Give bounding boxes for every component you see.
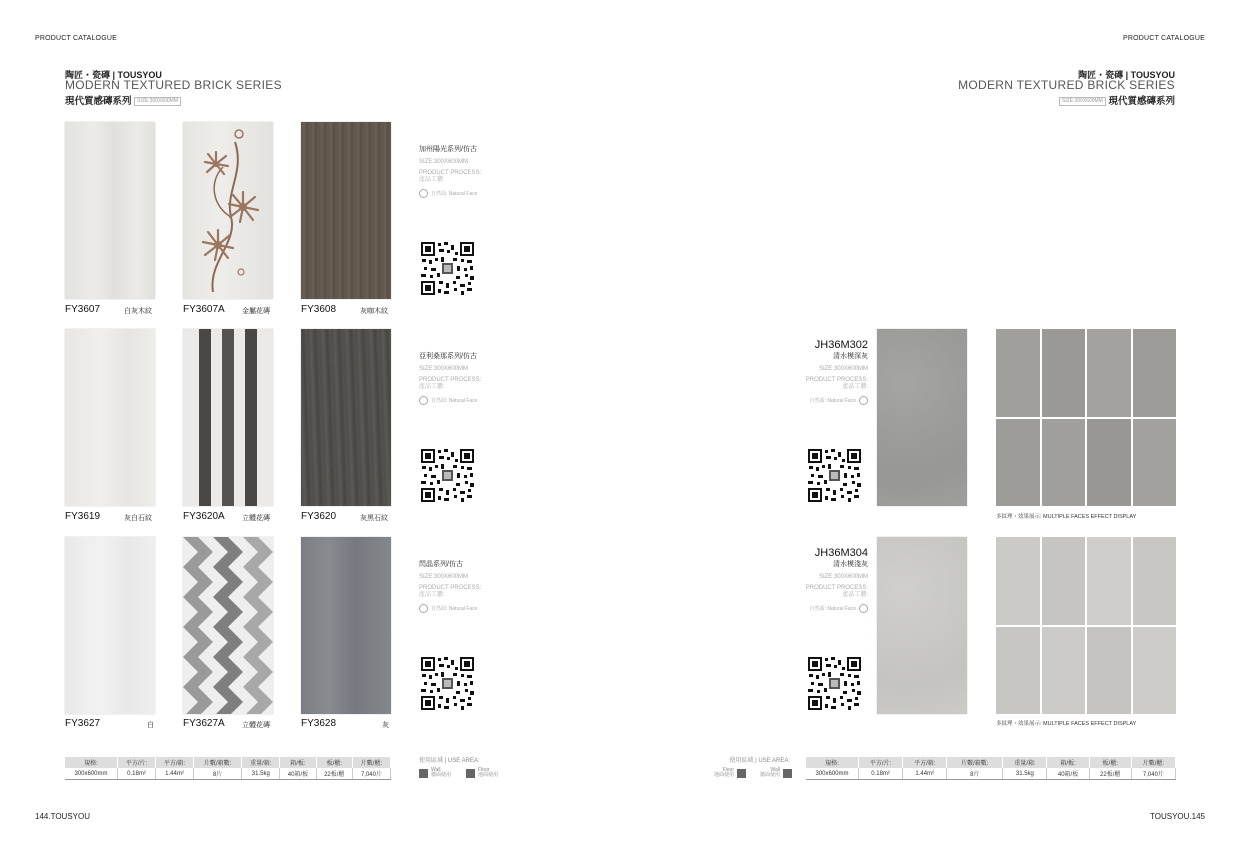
product-name: 白 <box>147 722 154 729</box>
use-area-title: 使用區域 | USE AREA: <box>419 758 480 764</box>
spec-value: 1.44m² <box>156 768 194 780</box>
info-process-cn: 產品工藝: <box>842 384 868 390</box>
natural-face-icon <box>419 189 428 198</box>
spec-header: 箱/板: <box>280 757 316 768</box>
spec-header: 重量/箱: <box>1003 757 1047 768</box>
info-face <box>419 189 509 198</box>
use-en: Wall <box>770 767 781 773</box>
spec-header-row <box>806 757 1176 768</box>
spec-value: 300x600mm <box>806 768 859 780</box>
left-brand: 陶匠・瓷磚 | TOUSYOU <box>65 70 162 80</box>
product-code: JH36M304 <box>814 547 868 559</box>
spec-value-row <box>65 768 391 780</box>
use-cn: 地面使用 <box>714 772 735 778</box>
effect-display-jh36m302 <box>996 329 1176 506</box>
chevron-pattern-icon <box>183 537 273 714</box>
product-name: 立體花磚 <box>242 722 270 729</box>
face-label: 自然面: Natural Face <box>431 191 478 197</box>
tile-fy3608 <box>301 122 391 299</box>
product-code: FY3608 <box>301 304 337 315</box>
info-block <box>419 351 509 405</box>
use-cn: 牆面使用 <box>760 772 781 778</box>
wall-icon <box>419 769 428 778</box>
qr-code-icon <box>419 447 476 504</box>
product-code: FY3628 <box>301 718 337 729</box>
use-cn: 牆面使用 <box>431 772 452 778</box>
left-page-header: PRODUCT CATALOGUE <box>35 35 117 42</box>
spec-value: 31.5kg <box>242 768 280 780</box>
info-process-en: PRODUCT PROCESS: <box>419 377 482 383</box>
use-area-wall <box>419 768 451 778</box>
natural-face-icon <box>419 396 428 405</box>
face-label: 自然面: Natural Face <box>809 398 856 404</box>
info-size: SIZE:300X600MM <box>419 159 469 165</box>
qr-code-icon <box>419 655 476 712</box>
product-name: 金屬花磚 <box>242 308 270 315</box>
spec-header: 平方/片: <box>859 757 903 768</box>
tile-fy3620a <box>183 329 273 506</box>
product-code: JH36M302 <box>814 339 868 351</box>
info-face <box>419 604 509 613</box>
tile-fy3607 <box>65 122 155 299</box>
spec-header: 平方/片: <box>118 757 156 768</box>
info-process-en: PRODUCT PROCESS: <box>805 585 868 591</box>
effect-caption: 多紋理・效果展示: MULTIPLE FACES EFFECT DISPLAY <box>996 721 1137 727</box>
spec-value-row <box>806 768 1176 780</box>
product-name: 灰白石紋 <box>124 515 152 522</box>
left-series-en: MODERN TEXTURED BRICK SERIES <box>65 78 282 92</box>
spec-value: 300x600mm <box>65 768 118 780</box>
tile-fy3620 <box>301 329 391 506</box>
spec-value: 40箱/板 <box>1047 768 1089 780</box>
spec-value: 0.18m² <box>118 768 156 780</box>
tile-fy3627 <box>65 537 155 714</box>
use-en: Floor <box>478 767 490 773</box>
floor-icon <box>737 769 746 778</box>
info-block <box>768 547 868 613</box>
face-label: 自然面: Natural Face <box>431 606 478 612</box>
spec-value: 7,040片 <box>1131 768 1175 780</box>
product-name: 灰咖木紋 <box>360 308 388 315</box>
product-name: 清水模淺灰 <box>833 561 868 568</box>
right-series-cn-text: 現代質感磚系列 <box>1108 96 1175 107</box>
product-code: FY3627A <box>183 718 225 729</box>
use-cn: 地面使用 <box>478 772 499 778</box>
spec-header: 規格: <box>65 757 118 768</box>
product-name: 白灰木紋 <box>124 308 152 315</box>
info-process-en: PRODUCT PROCESS: <box>805 377 868 383</box>
spec-header: 箱/板: <box>1047 757 1089 768</box>
right-series-cn <box>1059 93 1175 107</box>
info-size: SIZE:300X600MM <box>419 574 469 580</box>
info-block <box>768 339 868 405</box>
spec-value: 40箱/板 <box>280 768 316 780</box>
spec-value: 1.44m² <box>903 768 947 780</box>
qr-code-icon <box>806 655 863 712</box>
spec-value: 0.18m² <box>859 768 903 780</box>
use-en: Floor <box>722 767 735 773</box>
left-series-cn <box>65 93 181 107</box>
spec-header: 片數/櫃: <box>352 757 390 768</box>
info-face <box>419 396 509 405</box>
product-name: 立體花磚 <box>242 515 270 522</box>
right-brand: 陶匠・瓷磚 | TOUSYOU <box>1078 70 1175 80</box>
left-size-tag: SIZE:300X600MM <box>134 97 181 106</box>
info-title: 亞利桑那系列/仿古 <box>419 353 477 360</box>
info-block <box>419 559 509 613</box>
info-process-en: PRODUCT PROCESS: <box>419 585 482 591</box>
tile-fy3628 <box>301 537 391 714</box>
product-code: FY3607 <box>65 304 101 315</box>
tile-jh36m302 <box>877 329 967 506</box>
info-title: 閃晶系列/仿古 <box>419 561 463 568</box>
info-block <box>419 144 509 198</box>
use-area-title: 使用區域 | USE AREA: <box>729 758 790 764</box>
right-folio: TOUSYOU.145 <box>1150 812 1205 821</box>
right-size-tag: SIZE:300X600MM <box>1059 97 1106 106</box>
product-name: 灰 <box>382 722 389 729</box>
spec-header: 片數/箱數: <box>194 757 242 768</box>
floor-icon <box>466 769 475 778</box>
spec-header-row <box>65 757 391 768</box>
use-area-floor <box>714 768 746 778</box>
tile-jh36m304 <box>877 537 967 714</box>
info-size: SIZE:300X600MM <box>419 366 469 372</box>
spec-header: 板/櫃: <box>316 757 352 768</box>
use-area-floor <box>466 768 498 778</box>
left-series-cn-text: 現代質感磚系列 <box>65 96 132 107</box>
use-en: Wall <box>431 767 441 773</box>
effect-display-jh36m304 <box>996 537 1176 714</box>
natural-face-icon <box>419 604 428 613</box>
tile-fy3607a <box>183 122 273 299</box>
info-process-cn: 產品工藝: <box>842 592 868 598</box>
spec-header: 片數/櫃: <box>1131 757 1175 768</box>
spec-header: 重量/箱: <box>242 757 280 768</box>
product-code: FY3607A <box>183 304 225 315</box>
info-process-cn: 產品工藝: <box>419 177 445 183</box>
tile-fy3619 <box>65 329 155 506</box>
wall-icon <box>783 769 792 778</box>
face-label: 自然面: Natural Face <box>431 398 478 404</box>
spec-value: 8片 <box>947 768 1003 780</box>
spec-header: 平方/箱: <box>156 757 194 768</box>
natural-face-icon <box>859 604 868 613</box>
effect-caption: 多紋理・效果展示: MULTIPLE FACES EFFECT DISPLAY <box>996 514 1137 520</box>
tile-fy3627a <box>183 537 273 714</box>
product-code: FY3620 <box>301 511 337 522</box>
qr-code-icon <box>806 447 863 504</box>
right-series-en: MODERN TEXTURED BRICK SERIES <box>958 78 1175 92</box>
spec-value: 8片 <box>194 768 242 780</box>
info-process-en: PRODUCT PROCESS: <box>419 170 482 176</box>
info-title: 加州陽光系列/仿古 <box>419 146 477 153</box>
left-folio: 144.TOUSYOU <box>35 812 90 821</box>
product-code: FY3627 <box>65 718 101 729</box>
spec-header: 板/櫃: <box>1089 757 1131 768</box>
flower-pattern-icon <box>183 122 273 299</box>
spec-value: 7,040片 <box>352 768 390 780</box>
use-area-wall <box>760 768 792 778</box>
info-process-cn: 產品工藝: <box>419 592 445 598</box>
product-name: 灰黑石紋 <box>360 515 388 522</box>
spec-header: 平方/箱: <box>903 757 947 768</box>
spec-header: 片數/箱數: <box>947 757 1003 768</box>
product-code: FY3620A <box>183 511 225 522</box>
spec-value: 31.5kg <box>1003 768 1047 780</box>
info-size: SIZE:300X600MM <box>818 366 868 372</box>
spec-value: 22板/櫃 <box>316 768 352 780</box>
info-face <box>768 396 868 405</box>
spec-value: 22板/櫃 <box>1089 768 1131 780</box>
spec-table <box>806 757 1176 780</box>
spec-header: 規格: <box>806 757 859 768</box>
spec-table <box>65 757 391 780</box>
natural-face-icon <box>859 396 868 405</box>
product-code: FY3619 <box>65 511 101 522</box>
product-name: 清水模深灰 <box>833 353 868 360</box>
qr-code-icon <box>419 240 476 297</box>
info-process-cn: 產品工藝: <box>419 384 445 390</box>
right-page-header: PRODUCT CATALOGUE <box>1123 35 1205 42</box>
info-size: SIZE:300X600MM <box>818 574 868 580</box>
info-face <box>768 604 868 613</box>
face-label: 自然面: Natural Face <box>809 606 856 612</box>
